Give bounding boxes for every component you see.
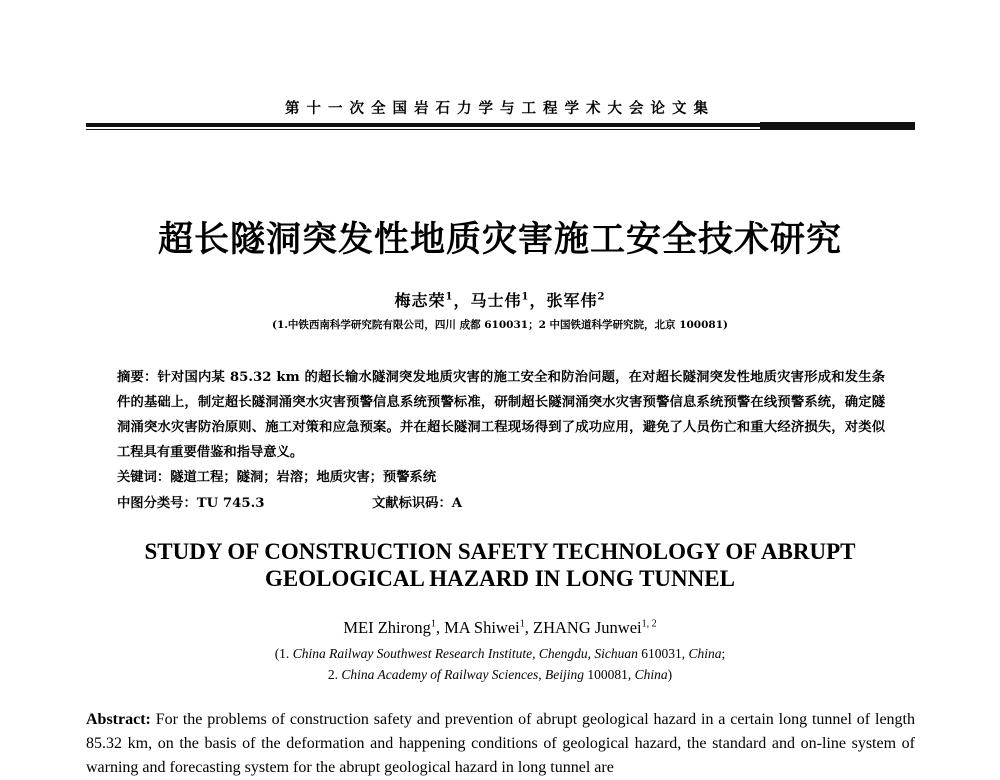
paper-title-en-line2: GEOLOGICAL HAZARD IN LONG TUNNEL [265,566,735,591]
affiliation-en-line2 [0,664,1000,685]
affil1-prefix: (1. [274,646,293,661]
document-code-value: A [451,496,463,511]
keywords-cn-text: 隧道工程；隧洞；岩溶；地质灾害；预警系统 [170,470,437,485]
affil2-prefix: 2. [327,667,342,682]
abstract-cn-text: 针对国内某 85.32 km 的超长输水隧洞突发地质灾害的施工安全和防治问题，在对超长隧洞突发性地质灾害形成和发生条件的基础上，制定超长隧洞涌突水灾害预警信息系统预警标准，研制超长隧洞涌突水灾害预警信息系统预警在线预警系统，确定隧洞涌突水灾害防治原则、施工对策和应急预案。并在超长隧洞工程现场得到了成功应用，避免了人员伤亡和重大经济损失，对类似工程具有重要借鉴和指导意义。 [117,370,886,460]
affil2-country: China [634,667,668,682]
author-sep: ， [453,291,471,310]
author-cn-1: 梅志荣 [394,291,446,310]
author-cn-2-sup: 1 [521,291,530,303]
author-cn-1-sup: 1 [445,291,454,303]
authors-en [0,618,1000,638]
affil2-suffix: ) [667,667,673,682]
affil1-institution: China Railway Southwest Research Institute, Chengdu, Sichuan [292,646,638,661]
affiliation-en-line1 [0,643,1000,664]
document-code-label: 文献标识码： [372,496,452,511]
author-en-3-sup: 1, 2 [641,618,657,630]
classification-number [117,492,265,511]
author-cn-3-sup: 2 [597,291,606,303]
classification-value: TU 745.3 [196,496,265,511]
keywords-cn-label: 关键词： [117,470,171,485]
author-sep: , [524,618,534,637]
author-en-2: MA Shiwei [444,618,520,637]
abstract-cn-label: 摘要： [117,370,158,385]
classification-label: 中图分类号： [117,496,197,511]
affil2-institution: China Academy of Railway Sciences, Beijing [341,667,585,682]
document-code [372,492,462,511]
affil2-postcode: 100081, [584,667,635,682]
header-rule-accent [760,122,915,129]
paper-title-en [0,538,1000,592]
affil1-suffix: ; [721,646,726,661]
abstract-en-text: For the problems of construction safety and prevention of abrupt geological hazard in a certain long tunnel of length 85.32 km, on the basis of the deformation and happening conditions of geological hazard, the standard and on-line system of warning and forecasting system for the abrupt geological hazard in long tunnel are [86,711,915,776]
paper-title-en-line1: STUDY OF CONSTRUCTION SAFETY TECHNOLOGY OF ABRUPT [144,539,856,564]
abstract-en-label: Abstract: [86,711,151,728]
author-en-1-sup: 1 [430,618,436,630]
authors-cn [0,288,1000,311]
header-rule-thin [86,129,915,130]
affiliation-cn: (1.中铁西南科学研究院有限公司，四川 成都 610031；2 中国铁道科学研究院，北京 100081) [272,319,728,331]
abstract-cn [117,365,885,465]
author-sep: , [435,618,445,637]
author-en-1: MEI Zhirong [343,618,431,637]
author-en-2-sup: 1 [519,618,525,630]
author-cn-2: 马士伟 [470,291,522,310]
running-header: 第十一次全国岩石力学与工程学术大会论文集 [285,100,715,117]
affiliation-en [0,643,1000,685]
keywords-cn [117,466,436,485]
paper-title-cn: 超长隧洞突发性地质灾害施工安全技术研究 [157,220,842,260]
author-sep: ， [529,291,547,310]
abstract-en [86,708,915,780]
author-cn-3: 张军伟 [546,291,598,310]
affil1-postcode: 610031, [637,646,689,661]
affil1-country: China [688,646,722,661]
author-en-3: ZHANG Junwei [533,618,642,637]
